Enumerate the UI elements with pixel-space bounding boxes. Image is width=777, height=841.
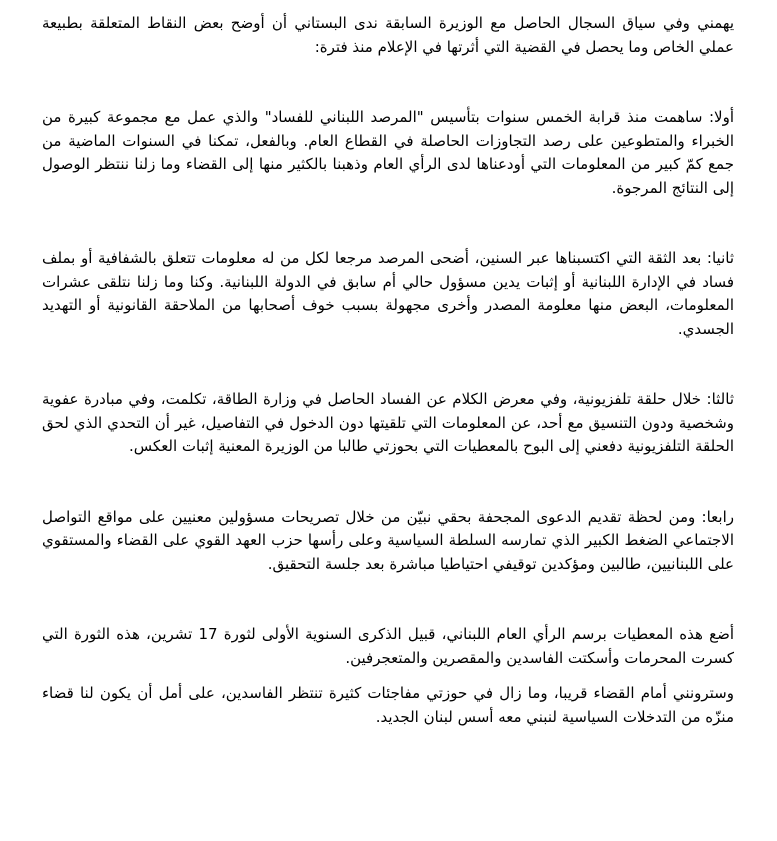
public-opinion-paragraph: أضع هذه المعطيات برسم الرأي العام اللبناني، قبيل الذكرى السنوية الأولى لثورة 17 تشرين، هذه الثورة التي كسرت المحرمات وأسكتت الفاسدين والمقصرين والمتعجرفين. [42,625,734,667]
closing-paragraph: وسترونني أمام القضاء قريبا، وما زال في حوزتي مفاجئات كثيرة تنتظر الفاسدين، على أمل أن يكون لنا قضاء منزّه من التدخلات السياسية لنبني معه أسس لبنان الجديد. [42,684,734,726]
point-four-paragraph: رابعا: ومن لحظة تقديم الدعوى المجحفة بحقي نبيّن من خلال تصريحات مسؤولين معنيين على مواقع التواصل الاجتماعي الضغط الكبير الذي تمارسه السلطة السياسية وعلى رأسها حزب العهد القوي على القضاء والمستقوي على اللبنانيين، طالبين ومؤكدين توقيفي احتياطيا مباشرة بعد جلسة التحقيق. [42,507,734,573]
point-one-paragraph: أولا: ساهمت منذ قرابة الخمس سنوات بتأسيس "المرصد اللبناني للفساد" والذي عمل مع مجموعة كبيرة من الخبراء والمتطوعين على رصد التجاوزات الحاصلة في القطاع العام. وبالفعل، تمكنا في السنوات الماضية من جمع كمّ كبير من المعلومات التي أودعناها لدى الرأي العام وذهبنا بالكثير منها إلى القضاء وما زلنا ننتظر الوصول إلى النتائج المرجوة. [42,108,734,197]
point-three-paragraph: ثالثا: خلال حلقة تلفزيونية، وفي معرض الكلام عن الفساد الحاصل في وزارة الطاقة، تكلمت، وفي مبادرة عفوية وشخصية ودون التنسيق مع أحد، عن المعلومات التي تلقيتها دون الدخول في التفاصيل، غير أن التحدي الذي لحق الحلقة التلفزيونية دفعني إلى البوح بالمعطيات التي بحوزتي طالبا من الوزيرة المعنية إثبات العكس. [42,390,734,455]
document-body [42,12,734,729]
point-two-paragraph: ثانيا: بعد الثقة التي اكتسبناها عبر السنين، أضحى المرصد مرجعا لكل من له معلومات تتعلق بالشفافية أو بملف فساد في الإدارة اللبنانية أو إثبات يدين مسؤول حالي أم سابق في الدولة اللبنانية. وكنا وما زلنا نتلقى عشرات المعلومات، البعض منها معلومة المصدر وأخرى مجهولة بسبب خوف أصحابها من الملاحقة القانونية أو التهديد الجسدي. [42,249,734,338]
intro-paragraph: يهمني وفي سياق السجال الحاصل مع الوزيرة السابقة ندى البستاني أن أوضح بعض النقاط المتعلقة بطبيعة عملي الخاص وما يحصل في القضية التي أثرتها في الإعلام منذ فترة: [42,14,734,56]
